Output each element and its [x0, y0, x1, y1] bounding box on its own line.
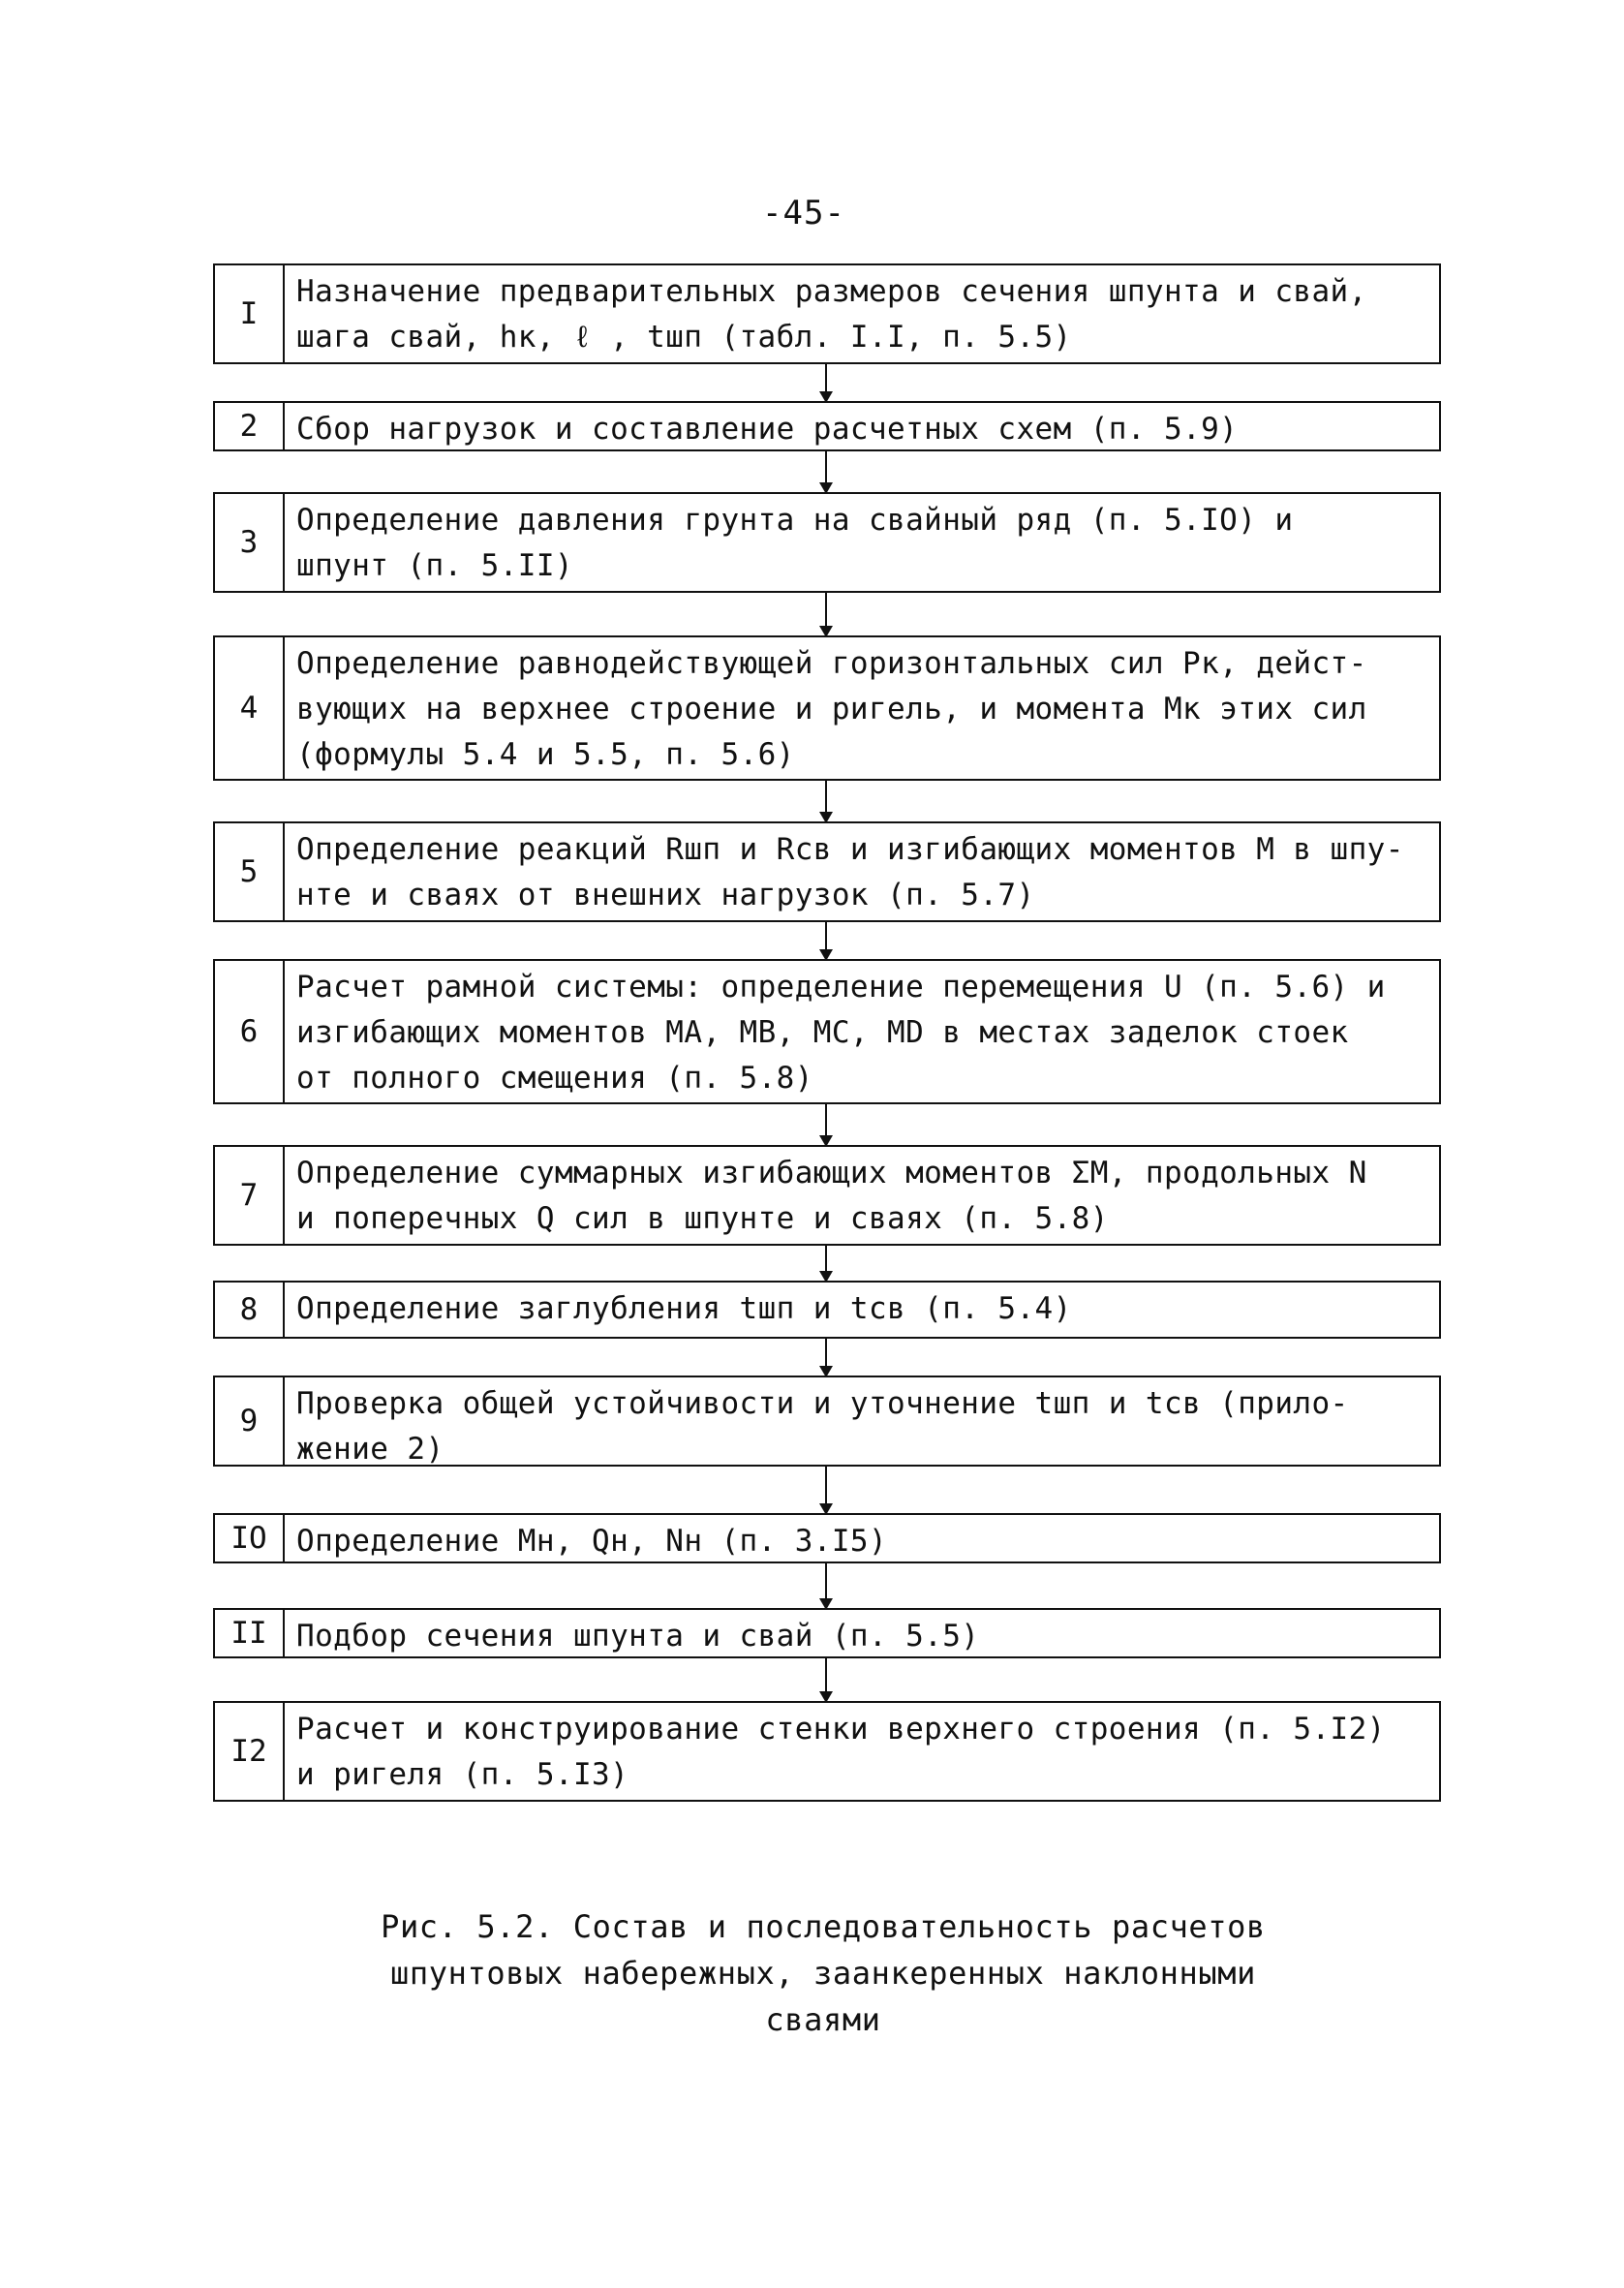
step-text: Расчет и конструирование стенки верхнего строения (п. 5.I2) и ригеля (п. 5.I3) [296, 1712, 1386, 1792]
flow-arrow [825, 1339, 827, 1376]
step-text: Определение давления грунта на свайный ряд (п. 5.IO) и шпунт (п. 5.II) [296, 503, 1294, 583]
flow-arrow [825, 781, 827, 821]
step-block-1 [213, 263, 1441, 364]
step-block-7 [213, 1145, 1441, 1246]
step-number: II [215, 1610, 285, 1656]
step-number: 4 [215, 637, 285, 779]
page-number: -45- [762, 194, 845, 232]
step-block-11 [213, 1608, 1441, 1658]
step-text: Определение равнодействующей горизонтальных сил Pк, дейст- вующих на верхнее строение и ригель, и момента Mк этих сил (формулы 5.4 и 5.5, п. 5.6) [296, 646, 1367, 772]
step-number: 8 [215, 1283, 285, 1337]
step-block-9 [213, 1376, 1441, 1467]
flow-arrow [825, 364, 827, 401]
step-number: 6 [215, 961, 285, 1102]
step-text: Назначение предварительных размеров сечения шпунта и свай, шага свай, hк, ℓ , tшп (табл. I.I, п. 5.5) [296, 274, 1367, 355]
step-text: Определение реакций Rшп и Rсв и изгибающих моментов М в шпу- нте и сваях от внешних нагрузок (п. 5.7) [296, 832, 1404, 912]
flow-arrow [825, 1467, 827, 1513]
flow-arrow [825, 1104, 827, 1145]
step-number: 9 [215, 1377, 285, 1465]
step-block-2 [213, 401, 1441, 451]
step-block-6 [213, 959, 1441, 1104]
step-block-10 [213, 1513, 1441, 1563]
step-number: I [215, 265, 285, 362]
flow-arrow [825, 1246, 827, 1281]
step-text: Расчет рамной системы: определение перемещения U (п. 5.6) и изгибающих моментов MA, MB, MC, MD в местах заделок стоек от полного смещения (п. 5.8) [296, 970, 1386, 1096]
figure-caption: Рис. 5.2. Состав и последовательность расчетов шпунтовых набережных, заанкеренных наклонными сваями [381, 1908, 1266, 2038]
step-text: Определение суммарных изгибающих моментов ΣМ, продольных N и поперечных Q сил в шпунте и сваях (п. 5.8) [296, 1156, 1367, 1236]
step-text: Сбор нагрузок и составление расчетных схем (п. 5.9) [296, 412, 1239, 447]
step-text: Определение заглубления tшп и tсв (п. 5.4) [296, 1291, 1072, 1326]
flow-arrow [825, 593, 827, 635]
step-number: 3 [215, 494, 285, 591]
flow-arrow [825, 922, 827, 959]
flow-arrow [825, 451, 827, 492]
step-number: 2 [215, 403, 285, 449]
step-text: Определение Mн, Qн, Nн (п. 3.I5) [296, 1524, 888, 1559]
flow-arrow [825, 1658, 827, 1701]
step-text: Подбор сечения шпунта и свай (п. 5.5) [296, 1619, 980, 1654]
step-block-8 [213, 1281, 1441, 1339]
step-number: IO [215, 1515, 285, 1561]
step-block-3 [213, 492, 1441, 593]
step-number: 5 [215, 823, 285, 920]
step-block-4 [213, 635, 1441, 781]
step-text: Проверка общей устойчивости и уточнение tшп и tсв (прило- жение 2) [296, 1386, 1349, 1467]
step-block-5 [213, 821, 1441, 922]
step-number: 7 [215, 1147, 285, 1244]
step-number: I2 [215, 1703, 285, 1800]
step-block-12 [213, 1701, 1441, 1802]
flow-arrow [825, 1563, 827, 1608]
